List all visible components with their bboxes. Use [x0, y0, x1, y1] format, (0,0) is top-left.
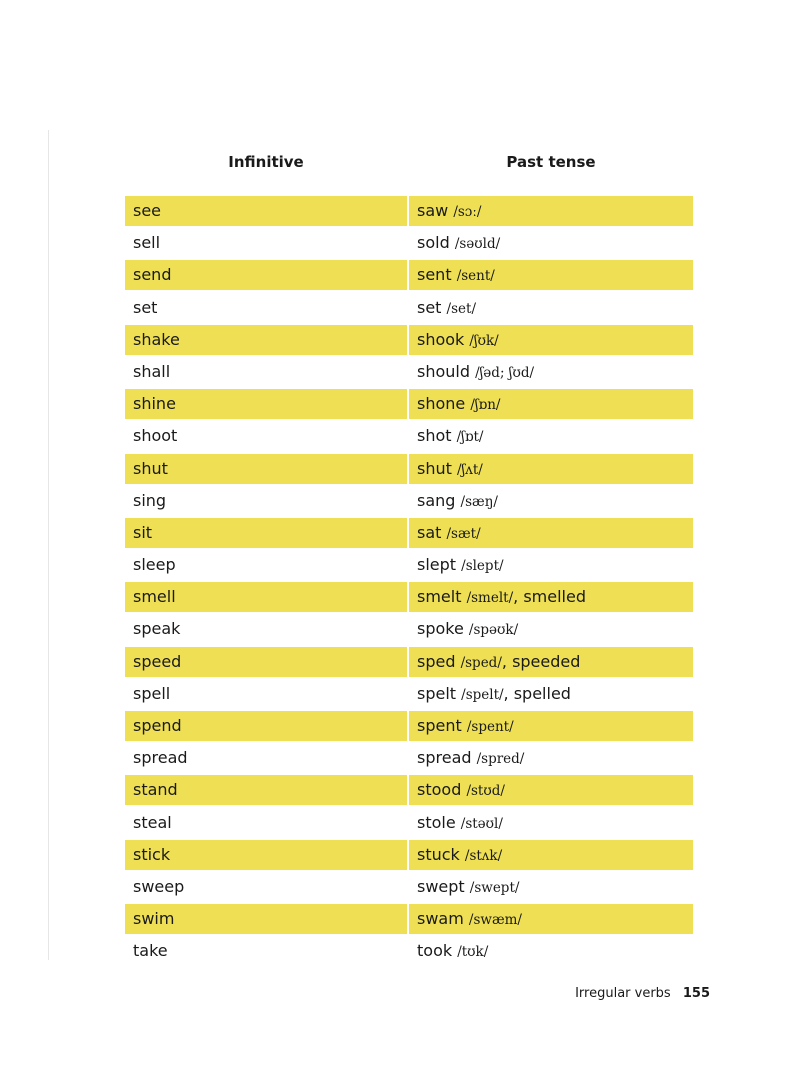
table-row: [125, 711, 693, 743]
page-footer: [575, 986, 710, 1001]
past-tense-text: took: [417, 941, 458, 961]
table-row: [125, 357, 693, 389]
infinitive-cell: sleep: [133, 555, 176, 575]
infinitive-cell: speed: [125, 647, 407, 677]
past-tense-cell: [409, 454, 693, 484]
table-row: [125, 260, 693, 292]
pronunciation: /set/: [446, 300, 476, 317]
pronunciation: /slept/: [461, 558, 504, 575]
table-row: [125, 614, 693, 646]
infinitive-cell: sing: [133, 490, 167, 510]
past-tense-cell: [409, 421, 693, 451]
past-tense-text: stole: [417, 812, 461, 832]
table-row: [125, 872, 693, 904]
past-tense-text: spelt: [417, 683, 462, 703]
pronunciation: /ʃɒt/: [456, 429, 484, 446]
past-tense-cell: [409, 872, 693, 902]
table-row: [125, 486, 693, 518]
pronunciation: /swæm/: [468, 912, 522, 929]
past-tense-text: stood: [417, 780, 467, 800]
table-header: [125, 153, 693, 175]
pronunciation: /spelt/: [461, 686, 504, 703]
pronunciation: /sped/: [460, 654, 502, 671]
pronunciation: /sent/: [456, 268, 495, 285]
table-row: [125, 550, 693, 582]
past-tense-cell: [409, 904, 693, 934]
past-tense-text: , smelled: [513, 587, 586, 607]
past-tense-text: shook: [417, 329, 470, 349]
column-header-infinitive: Infinitive: [228, 153, 304, 171]
table-row: [125, 421, 693, 453]
table-row: [125, 582, 693, 614]
infinitive-cell: shoot: [133, 426, 178, 446]
infinitive-cell: send: [125, 260, 407, 290]
table-row: [125, 518, 693, 550]
pronunciation: /ʃʊk/: [469, 332, 499, 349]
infinitive-cell: swim: [125, 904, 407, 934]
past-tense-text: sang: [417, 490, 461, 510]
pronunciation: /stəʊl/: [460, 815, 503, 832]
table-row: [125, 775, 693, 807]
table-row: [125, 904, 693, 936]
table-row: [125, 228, 693, 260]
infinitive-cell: speak: [133, 619, 181, 639]
table-row: [125, 808, 693, 840]
table-row: [125, 196, 693, 228]
table-row: [125, 743, 693, 775]
past-tense-text: swam: [417, 909, 469, 929]
past-tense-cell: [409, 357, 693, 387]
infinitive-cell: set: [133, 297, 158, 317]
infinitive-cell: shine: [125, 389, 407, 419]
past-tense-text: should: [417, 361, 476, 381]
infinitive-cell: sweep: [133, 876, 185, 896]
past-tense-text: sold: [417, 233, 455, 253]
past-tense-cell: [409, 228, 693, 258]
pronunciation: /sæŋ/: [460, 493, 498, 510]
past-tense-cell: [409, 582, 693, 612]
past-tense-cell: [409, 808, 693, 838]
section-title: Irregular verbs: [575, 986, 671, 1001]
infinitive-cell: spread: [133, 748, 188, 768]
past-tense-text: shut: [417, 458, 457, 478]
pronunciation: /stʊd/: [466, 783, 505, 800]
infinitive-cell: stand: [125, 775, 407, 805]
infinitive-cell: smell: [125, 582, 407, 612]
pronunciation: /stʌk/: [464, 847, 503, 864]
table-row: [125, 840, 693, 872]
past-tense-text: sat: [417, 522, 447, 542]
past-tense-text: slept: [417, 555, 462, 575]
past-tense-text: spoke: [417, 619, 469, 639]
past-tense-text: smelt: [417, 587, 467, 607]
past-tense-cell: [409, 711, 693, 741]
table-row: [125, 647, 693, 679]
past-tense-cell: [409, 325, 693, 355]
infinitive-cell: spell: [133, 683, 171, 703]
past-tense-cell: [409, 550, 693, 580]
past-tense-cell: [409, 389, 693, 419]
margin-rule: [48, 130, 49, 960]
past-tense-text: sped: [417, 651, 461, 671]
page-number: 155: [682, 986, 710, 1001]
pronunciation: /sɔː/: [453, 204, 482, 220]
infinitive-cell: sell: [133, 233, 161, 253]
past-tense-text: spent: [417, 716, 467, 735]
pronunciation: /swept/: [469, 879, 520, 896]
past-tense-cell: [409, 293, 693, 323]
pronunciation: /sæt/: [446, 525, 481, 542]
pronunciation: /tʊk/: [457, 944, 489, 961]
pronunciation: /ʃɒn/: [470, 397, 501, 414]
past-tense-text: stuck: [417, 844, 465, 864]
pronunciation: /ʃəd; ʃʊd/: [475, 364, 535, 381]
column-header-past-tense: Past tense: [506, 153, 596, 171]
past-tense-text: shot: [417, 426, 457, 446]
infinitive-cell: spend: [125, 711, 407, 741]
past-tense-text: spread: [417, 748, 477, 768]
past-tense-text: set: [417, 297, 447, 317]
past-tense-cell: [409, 486, 693, 516]
pronunciation: /smelt/: [466, 590, 514, 607]
past-tense-cell: [409, 196, 693, 226]
past-tense-cell: [409, 840, 693, 870]
past-tense-cell: [409, 518, 693, 548]
table-row: [125, 936, 693, 968]
table-row: [125, 679, 693, 711]
infinitive-cell: shake: [125, 325, 407, 355]
table-row: [125, 389, 693, 421]
past-tense-text: , speeded: [501, 651, 581, 671]
infinitive-cell: take: [133, 941, 168, 961]
past-tense-cell: [409, 260, 693, 290]
infinitive-cell: steal: [133, 812, 172, 832]
past-tense-cell: [409, 743, 693, 773]
pronunciation: /spent/: [466, 719, 514, 735]
past-tense-text: sent: [417, 265, 457, 285]
pronunciation: /spəʊk/: [468, 622, 519, 639]
past-tense-text: swept: [417, 876, 470, 896]
past-tense-cell: [409, 647, 693, 677]
past-tense-text: saw: [417, 201, 454, 220]
infinitive-cell: see: [125, 196, 407, 226]
verb-table: [125, 196, 693, 969]
table-row: [125, 293, 693, 325]
table-row: [125, 454, 693, 486]
infinitive-cell: sit: [125, 518, 407, 548]
past-tense-cell: [409, 679, 693, 709]
past-tense-text: , spelled: [503, 683, 571, 703]
past-tense-cell: [409, 775, 693, 805]
table-row: [125, 325, 693, 357]
infinitive-cell: stick: [125, 840, 407, 870]
infinitive-cell: shall: [133, 361, 171, 381]
infinitive-cell: shut: [125, 454, 407, 484]
pronunciation: /səʊld/: [454, 236, 501, 253]
pronunciation: /spred/: [476, 751, 525, 768]
past-tense-cell: [409, 614, 693, 644]
past-tense-text: shone: [417, 394, 471, 414]
pronunciation: /ʃʌt/: [456, 461, 483, 478]
past-tense-cell: [409, 936, 693, 966]
